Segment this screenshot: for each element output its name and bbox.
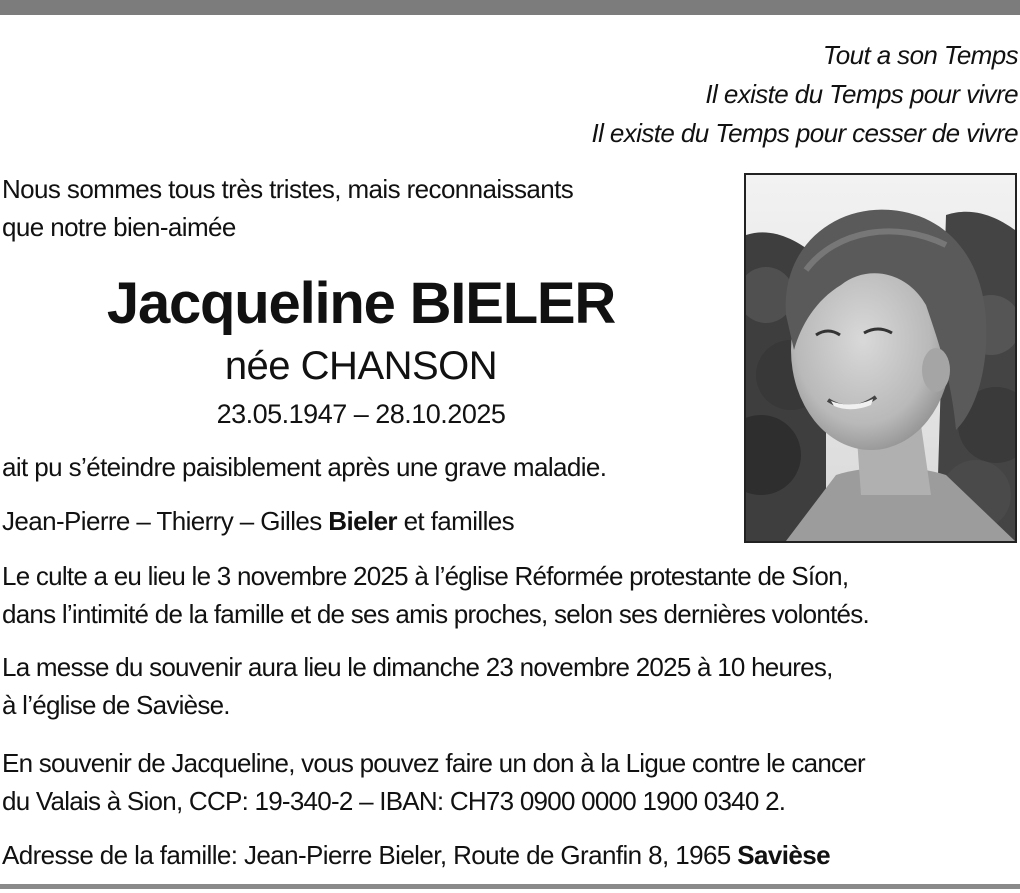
mass-paragraph <box>2 648 1020 724</box>
intro-line-2: que notre bien-aimée <box>2 212 236 242</box>
poem-epigraph <box>591 36 1018 153</box>
family-suffix: et familles <box>396 506 515 536</box>
mass-line-2: à l’église de Savièse. <box>2 690 230 720</box>
address-town: Savièse <box>737 840 830 870</box>
donation-line-2: du Valais à Sion, CCP: 19-340-2 – IBAN: CH73 0900 0000 1900 0340 2. <box>2 786 786 816</box>
family-names: Jean-Pierre – Thierry – Gilles <box>2 506 329 536</box>
top-rule <box>0 0 1020 15</box>
passing-text: ait pu s’éteindre paisiblement après une grave maladie. <box>2 452 607 482</box>
portrait-photo <box>744 173 1017 543</box>
life-dates: 23.05.1947 – 28.10.2025 <box>216 399 506 429</box>
service-paragraph <box>2 557 1020 633</box>
family-surname: Bieler <box>328 506 397 536</box>
intro-text <box>2 170 732 246</box>
service-line-2: dans l’intimité de la famille et de ses amis proches, selon ses dernières volontés. <box>2 599 869 629</box>
portrait-image <box>746 175 1015 541</box>
donation-paragraph <box>2 744 1020 820</box>
address-text: Adresse de la famille: Jean-Pierre Bieler, Route de Granfin 8, 1965 <box>2 840 738 870</box>
bottom-rule <box>0 884 1020 889</box>
service-line-1: Le culte a eu lieu le 3 novembre 2025 à l’église Réformée protestante de Síon, <box>2 561 849 591</box>
maiden-name: née CHANSON <box>224 344 498 388</box>
mass-line-1: La messe du souvenir aura lieu le dimanche 23 novembre 2025 à 10 heures, <box>2 652 833 682</box>
poem-line-1: Tout a son Temps <box>822 40 1018 70</box>
poem-line-2: Il existe du Temps pour vivre <box>705 79 1018 109</box>
address-line <box>2 836 830 874</box>
intro-line-1: Nous sommes tous très tristes, mais reconnaissants <box>2 174 574 204</box>
family-line <box>2 502 514 540</box>
donation-line-1: En souvenir de Jacqueline, vous pouvez faire un don à la Ligue contre le cancer <box>2 748 865 778</box>
poem-line-3: Il existe du Temps pour cesser de vivre <box>591 118 1018 148</box>
deceased-name: Jacqueline BIELER <box>106 271 616 336</box>
